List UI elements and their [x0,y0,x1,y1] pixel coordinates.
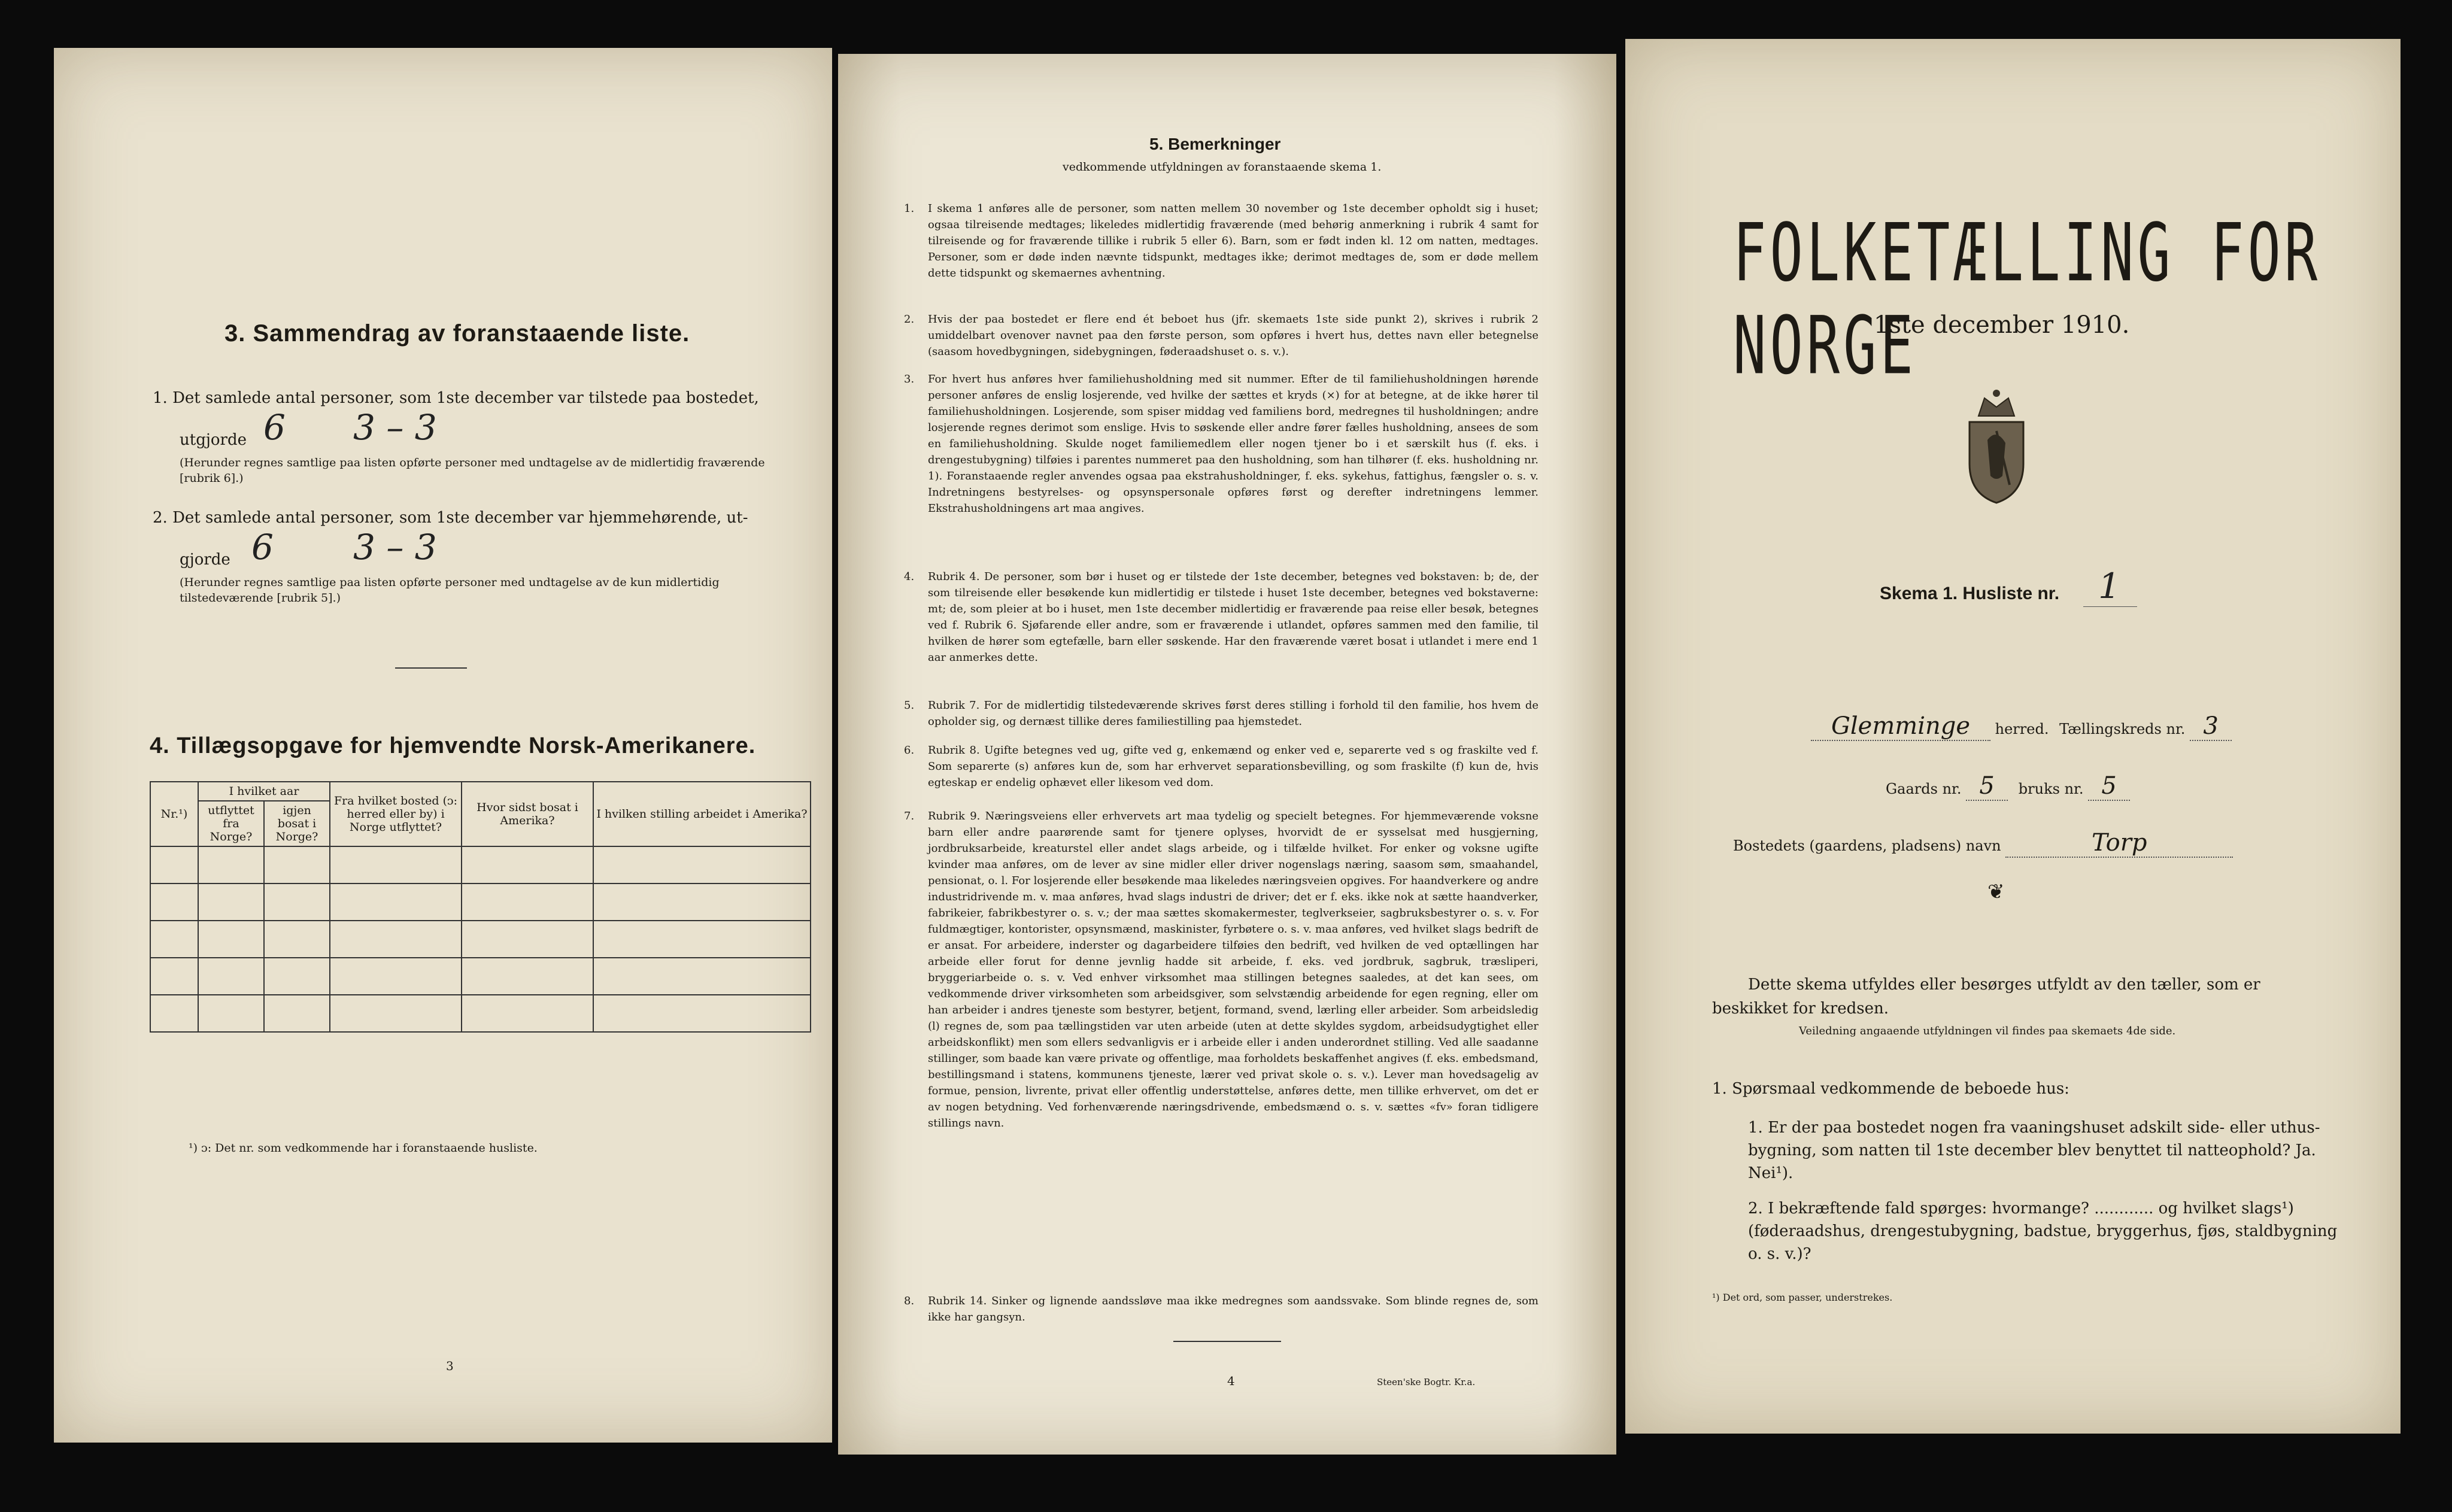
questions-heading: 1. Spørsmaal vedkommende de beboede hus: [1712,1080,2069,1098]
item2-label: gjorde [180,551,230,569]
remarks-subtitle: vedkommende utfyldningen av foranstaaende skema 1. [1063,160,1382,174]
herred-label: herred. [1995,721,2049,737]
page-number: 3 [446,1359,454,1373]
remark-6: 6. Rubrik 8. Ugifte betegnes ved ug, gifte ved g, enkemænd og enker ved e, separerte ved s og fraskilte ved f. Som separerte (s) anføres kun de, som har erhvervet separationsbevilling, og som fraskilte (f) kun de, hvis egteskap er endelig ophævet eller likesom ved dom. [904,744,1538,789]
section3-title: 3. Sammendrag av foranstaaende liste. [224,320,690,347]
norsk-amerikanere-table [150,781,811,1033]
kreds-label: Tællingskreds nr. [2059,721,2186,737]
item1-handwritten-value: 3 – 3 [353,407,437,448]
bosted-value: Torp [2005,829,2233,858]
right-page [1625,39,2401,1434]
col-hvor-header: Hvor sidst bosat i Amerika? [462,782,593,846]
item1-label: utgjorde [180,431,247,449]
item2-text: 2. Det samlede antal personer, som 1ste december var hjemmehørende, ut- [153,509,748,527]
question-1: 1. Er der paa bostedet nogen fra vaaningshuset adskilt side- eller uthus-bygning, som natten til 1ste december blev benyttet til natteophold? Ja. Nei¹). [1748,1119,2320,1182]
divider [395,667,467,669]
table-row [150,995,811,1032]
bosted-label: Bostedets (gaardens, pladsens) navn [1733,837,2001,854]
kreds-value: 3 [2190,712,2232,741]
item2-note: (Herunder regnes samtlige paa listen opførte personer med undtagelse av de kun midlertidig tilstedeværende [rubrik 5].) [180,576,720,605]
printer-imprint: Steen'ske Bogtr. Kr.a. [1377,1377,1476,1387]
main-title: FOLKETÆLLING FOR NORGE [1733,207,2321,393]
gaards-label: Gaards nr. [1886,781,1962,797]
table-footnote: ¹) ᴐ: Det nr. som vedkommende har i foranstaaende husliste. [189,1141,538,1155]
gaards-field [1886,772,2130,801]
husliste-underline [2083,606,2137,607]
herred-field [1811,712,2232,741]
col-nr-header: Nr.¹) [150,782,198,846]
bosted-field [1733,829,2233,858]
page-number: 4 [1227,1374,1235,1388]
item2-printed-value: 6 [251,527,274,567]
census-date: 1ste december 1910. [1874,311,2130,339]
instructions-note: Veiledning angaaende utfyldningen vil findes paa skemaets 4de side. [1799,1025,2176,1037]
col-igjen-header: igjen bosat i Norge? [264,801,330,846]
remark-8: 8. Rubrik 14. Sinker og lignende aandssløve maa ikke medregnes som aandssvake. Som blinde regnes de, som ikke har gangsyn. [904,1295,1538,1323]
item2-handwritten-value: 3 – 3 [353,527,437,567]
left-page [54,48,832,1443]
herred-value: Glemminge [1811,712,1990,741]
col-utflyttet-header: utflyttet fra Norge? [198,801,264,846]
skema-label: Skema 1. Husliste nr. [1880,584,2060,603]
item1-text: 1. Det samlede antal personer, som 1ste december var tilstede paa bostedet, [153,389,759,407]
item1-printed-value: 6 [263,407,286,448]
instructions: Dette skema utfyldes eller besørges utfyldt av den tæller, som er beskikket for kredsen. [1712,976,2260,1018]
remark-3: 3. For hvert hus anføres hver familiehusholdning med sit nummer. Efter de til familiehusholdningen hørende personer anføres de enslig losjerende, ved hvilke der sættes et kryds (×) for at betegne, at de ikke hører til familiehusholdningen. Losjerende, som spiser middag ved familiens bord, medregnes til husholdningen; andre losjerende regnes derimot som enslige. Hvis to søskende eller andre fører fælles husholdning, ansees de som en familiehusholdning. Skulde noget familiemedlem eller nogen tjener bo i et særskilt hus (f. eks. i drengestubygning) tilføies i parentes nummeret paa den husholdning, som han tilhører (f. eks. husholdning nr. 1). Foranstaaende regler anvendes ogsaa paa ekstrahusholdninger, f. eks. sykehus, fattighus, fængsler o. s. v. Indretningens bestyrelses- og opsynspersonale opføres først og derefter indretningens lemmer. Ekstrahusholdningens art maa angives. [904,373,1538,515]
bruks-value: 5 [2088,772,2130,801]
col-group-header: I hvilket aar [198,782,330,801]
section4-title: 4. Tillægsopgave for hjemvendte Norsk-Amerikanere. [150,733,756,758]
table-row [150,883,811,921]
remark-2: 2. Hvis der paa bostedet er flere end ét beboet hus (jfr. skemaets 1ste side punkt 2), skrives i rubrik 2 umiddelbart ovenover navnet paa den første person, som opføres i hvert hus, dettes navn eller betegnelse (saasom hovedbygningen, sidebygningen, føderaadshuset o. s. v.). [904,313,1538,358]
coat-of-arms-icon [1961,386,2032,506]
remark-7: 7. Rubrik 9. Næringsveiens eller erhvervets art maa tydelig og specielt betegnes. For hjemmeværende voksne barn eller andre paarørende samt for tjenere oplyses, hvorvidt de er sysselsat med husgjerning, jordbruksarbeide, kreaturstel eller andet slags arbeide, og i tilfælde hvilket. For enker og voksne ugifte kvinder maa anføres, om de lever av sine midler eller driver nogenslags næring, saasom søm, smaahandel, pensionat, o. l. For losjerende eller besøkende maa likeledes næringsveien opgives. For haandverkere og andre industridrivende m. v. maa anføres, hvad slags industri de driver; det er f. eks. ikke nok at sætte haandverker, fabrikeier, fabrikbestyrer o. s. v.; der maa sættes skomakermester, teglverkseier, sagbruksbestyrer o. s. v. For fuldmægtiger, kontorister, opsynsmænd, maskinister, fyrbøtere o. s. v. maa anføres, ved hvilket slags bedrift de er ansat. For arbeidere, inderster og dagarbeidere tilføies den bedrift, ved hvilken de ved optællingen har arbeide eller forut for denne jevnlig hadde sit arbeide, f. eks. ved jordbruk, sagbruk, træsliperi, bryggeriarbeide o. s. v. Ved enhver virksomhet maa stillingen betegnes saaledes, at det kan sees, om vedkommende driver virksomheten som arbeidsgiver, som selvstændig arbeidende for egen regning, eller om han arbeider i andres tjeneste som bestyrer, betjent, formand, svend, lærling eller arbeider. Som arbeidsledig (l) regnes de, som paa tællingstiden var uten arbeide (uten at dette skyldes sygdom, arbeidsudygtighet eller arbeidskonflikt) men som ellers sedvanligvis er i arbeide eller i anden underordnet stilling. Ved alle saadanne stillinger, som baade kan være private og offentlige, maa forholdets beskaffenhet angives (f. eks. embedsmand, bestillingsmand i statens, kommunens tjeneste, lærer ved privat skole o. s. v.). Lever man hovedsagelig av formue, pension, livrente, privat eller offentlig understøttelse, anføres dette, men tillike erhvervet, om det er av nogen betydning. Ved forhenværende næringsdrivende, embedsmænd o. s. v. sættes «fv» foran tidligere stillings navn. [904,810,1538,1130]
remark-5: 5. Rubrik 7. For de midlertidig tilstedeværende skrives først deres stilling i forhold til den familie, hos hvem de opholder sig, og dernæst tillike deres familiestilling paa hjemstedet. [904,699,1538,728]
remark-1: 1. I skema 1 anføres alle de personer, som natten mellem 30 november og 1ste december opholdt sig i huset; ogsaa tilreisende medtages; likeledes midlertidig fraværende (med behørig anmerkning i rubrik 4 samt for tilreisende og for fraværende tillike i rubrik 5 eller 6). Barn, som er født inden kl. 12 om natten, medtages. Personer, som er døde inden nævnte tidspunkt, medtages ikke; derimot medtages de, som er døde mellem dette tidspunkt og skemaernes avhentning. [904,202,1538,280]
bruks-label: bruks nr. [2018,781,2084,797]
col-stilling-header: I hvilken stilling arbeidet i Amerika? [593,782,811,846]
gaards-value: 5 [1966,772,2008,801]
table-row [150,958,811,995]
table-row [150,921,811,958]
question-2: 2. I bekræftende fald spørges: hvormange? ............ og hvilket slags¹) (føderaadshus, drengestubygning, badstue, bryggerhus, fjøs, staldbygning o. s. v.)? [1748,1200,2338,1263]
right-footnote: ¹) Det ord, som passer, understrekes. [1712,1292,1893,1303]
divider [1173,1341,1281,1342]
remarks-title: 5. Bemerkninger [1149,135,1281,153]
col-fra-header: Fra hvilket bosted (ᴐ: herred eller by) i Norge utflyttet? [330,782,462,846]
middle-page [838,54,1616,1455]
table-row [150,846,811,883]
ornament-icon: ❦ [1987,880,2005,904]
item1-note: (Herunder regnes samtlige paa listen opførte personer med undtagelse av de midlertidig fraværende [rubrik 6].) [180,456,765,485]
husliste-number: 1 [2098,566,2120,606]
remark-4: 4. Rubrik 4. De personer, som bør i huset og er tilstede der 1ste december, betegnes ved bokstaven: b; de, der som tilreisende eller besøkende kun midlertidig er tilstede i huset 1ste december, betegnes ved bokstaverne: mt; de, som pleier at bo i huset, men 1ste december midlertidig er fraværende paa reise eller besøk, betegnes ved f. Rubrik 6. Sjøfarende eller andre, som er fraværende i utlandet, opføres sammen med den familie, til hvilken de hører som egtefælle, barn eller søskende. Har den fraværende været bosat i utlandet i mere end 1 aar anmerkes dette. [904,570,1538,664]
